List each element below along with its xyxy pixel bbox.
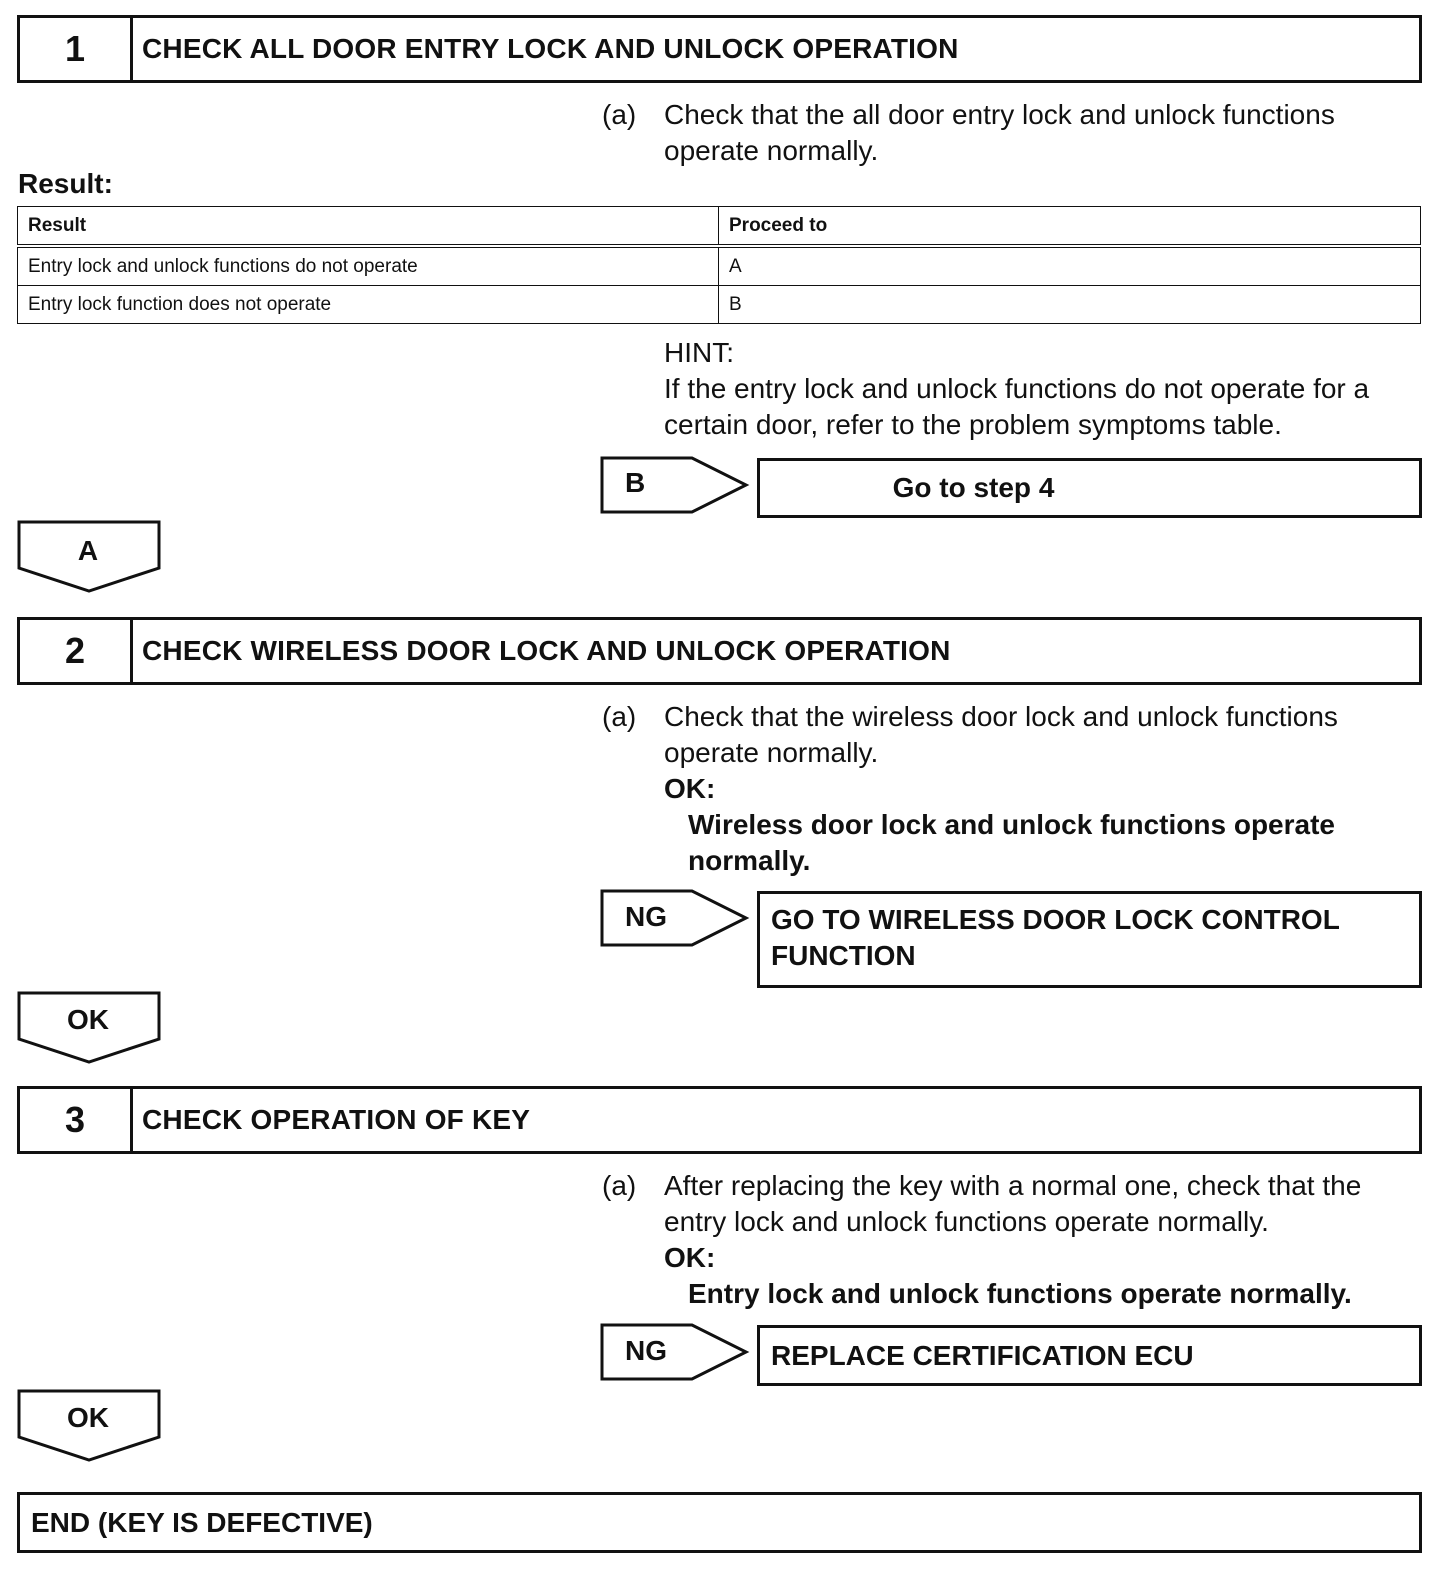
step-3-item-label: (a) [602, 1170, 637, 1201]
step-3-number: 3 [20, 1089, 133, 1151]
end-box [17, 1492, 1422, 1553]
table-cell: B [719, 286, 1421, 324]
step-2-item-line2: operate normally. [664, 737, 879, 768]
branch-ng-arrow-icon [600, 1323, 750, 1381]
step-1-item-line2: operate normally. [664, 135, 879, 166]
continue-ok-label: OK [67, 1402, 109, 1433]
step-2-ok-line1: Wireless door lock and unlock functions operate [688, 809, 1335, 840]
step-2-title: CHECK WIRELESS DOOR LOCK AND UNLOCK OPERATION [142, 635, 951, 666]
step-2-item-text [664, 699, 1338, 879]
branch-ng-label: NG [625, 901, 667, 932]
step-3-item-text [664, 1168, 1361, 1312]
go-to-step-4-box[interactable] [757, 458, 1422, 518]
step-1-number: 1 [20, 18, 133, 80]
table-cell: Entry lock and unlock functions do not operate [18, 246, 719, 286]
step-2-item-label: (a) [602, 701, 637, 732]
table-header-row [18, 207, 1421, 247]
step-1-item-line1: Check that the all door entry lock and unlock functions [664, 99, 1335, 130]
hint-label: HINT: [664, 337, 734, 368]
table-cell: A [719, 246, 1421, 286]
branch-ng-label: NG [625, 1335, 667, 1366]
step-2-ok-label: OK: [664, 773, 716, 804]
branch-ng-arrow-icon [600, 889, 750, 947]
table-row [18, 286, 1421, 324]
step-1-item-text [664, 97, 1335, 169]
branch-b-label: B [625, 467, 646, 498]
replace-ecu-box[interactable] [757, 1325, 1422, 1386]
step-3-title: CHECK OPERATION OF KEY [142, 1104, 531, 1135]
table-row [18, 246, 1421, 286]
branch-b-arrow-icon [600, 456, 750, 514]
end-text: END (KEY IS DEFECTIVE) [31, 1506, 373, 1538]
table-cell: Entry lock function does not operate [18, 286, 719, 324]
wireless-target-line1: GO TO WIRELESS DOOR LOCK CONTROL [771, 904, 1340, 935]
step-3-item-line2: entry lock and unlock functions operate normally. [664, 1206, 1269, 1237]
continue-a-label: A [77, 535, 99, 566]
step-2-item-line1: Check that the wireless door lock and unlock functions [664, 701, 1338, 732]
go-to-step-4-text: Go to step 4 [892, 472, 1055, 503]
wireless-target-line2: FUNCTION [771, 940, 916, 971]
result-table [17, 206, 1421, 324]
step-2-header [17, 617, 1422, 685]
step-2-number: 2 [20, 620, 133, 682]
step-3-header [17, 1086, 1422, 1154]
step-3-item-line1: After replacing the key with a normal one, check that the [664, 1170, 1362, 1201]
table-header-result: Result [18, 207, 719, 247]
wireless-door-lock-target-box[interactable] [757, 891, 1422, 988]
step-3-ok-line1: Entry lock and unlock functions operate normally. [688, 1278, 1352, 1309]
continue-ok-label: OK [67, 1004, 109, 1035]
result-heading: Result: [18, 168, 113, 199]
step-1-header [17, 15, 1422, 83]
hint-line2: certain door, refer to the problem symptoms table. [664, 409, 1282, 440]
step-3-ok-label: OK: [664, 1242, 716, 1273]
hint-block [664, 335, 1369, 443]
step-1-title: CHECK ALL DOOR ENTRY LOCK AND UNLOCK OPERATION [142, 33, 959, 64]
hint-line1: If the entry lock and unlock functions do not operate for a [664, 373, 1370, 404]
replace-ecu-text: REPLACE CERTIFICATION ECU [771, 1339, 1194, 1371]
step-2-ok-line2: normally. [688, 845, 811, 876]
table-header-proceed: Proceed to [719, 207, 1421, 247]
step-1-item-label: (a) [602, 99, 637, 130]
